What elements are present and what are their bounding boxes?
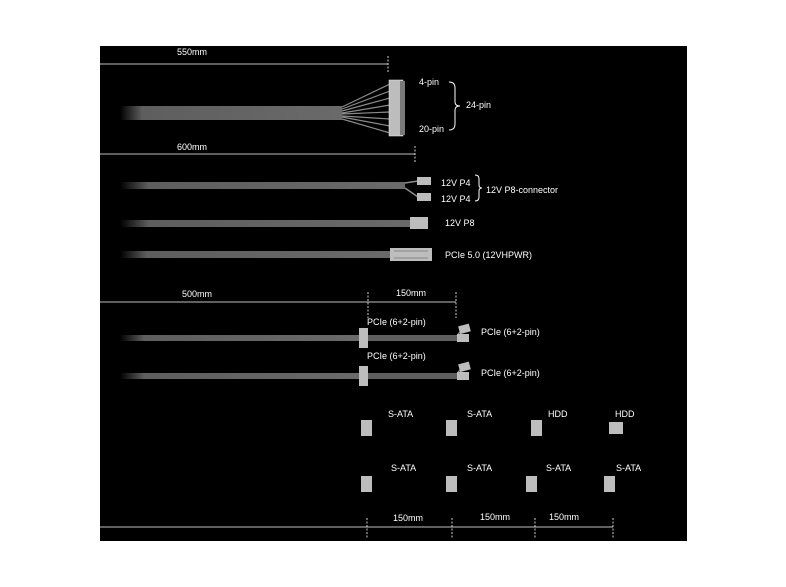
- sata2-connector-3: [526, 476, 537, 492]
- sata1-connector-4: [609, 422, 623, 434]
- sata2-connector-1: [361, 476, 372, 492]
- pcie-b-mid-connector: [359, 366, 368, 386]
- cpu-brace: [475, 175, 482, 201]
- sata1-label-1: S-ATA: [388, 409, 414, 419]
- pcie-b-end-label: PCIe (6+2-pin): [481, 368, 540, 378]
- pcie-cable-b: [120, 362, 471, 386]
- sata-dimensions: [100, 518, 613, 538]
- atx-group-label: 24-pin: [466, 100, 492, 110]
- atx-sleeve: [120, 106, 342, 120]
- sata1-label-4: HDD: [615, 409, 635, 419]
- sata1-connector-3: [531, 420, 542, 436]
- cable-diagram-panel: [100, 46, 687, 541]
- pcie-a-sleeve: [120, 335, 360, 341]
- cpu-connector-top: [417, 177, 431, 185]
- sata-dim-label-3: 150mm: [549, 512, 580, 522]
- sata2-label-1: S-ATA: [391, 463, 417, 473]
- sata1-connector-1: [361, 420, 372, 436]
- pcie5-cable: [120, 248, 432, 261]
- sata2-label-3: S-ATA: [546, 463, 572, 473]
- atx-pin-bottom-label: 20-pin: [419, 124, 445, 134]
- sata1-label-3: HDD: [548, 409, 568, 419]
- cpu-group-label: 12V P8-connector: [486, 185, 559, 195]
- sata1-label-2: S-ATA: [467, 409, 493, 419]
- sata2-label-2: S-ATA: [467, 463, 493, 473]
- pcie-b-mid-label: PCIe (6+2-pin): [367, 351, 426, 361]
- pcie-ext-dim-label: 150mm: [396, 288, 427, 298]
- pcie-a-end-connector: [458, 324, 471, 335]
- p8-cable: [120, 217, 428, 229]
- cpu-bottom-label: 12V P4: [441, 194, 471, 204]
- pcie5-connector: [390, 248, 432, 261]
- sata2-connector-4: [604, 476, 615, 492]
- cpu-top-label: 12V P4: [441, 178, 471, 188]
- atx-pin-top-label: 4-pin: [419, 77, 440, 87]
- pcie-a-end-label: PCIe (6+2-pin): [481, 327, 540, 337]
- pcie5-sleeve: [120, 251, 390, 258]
- pcie-dim-label: 500mm: [182, 289, 213, 299]
- sata-cable-2: [120, 476, 615, 492]
- cpu-sleeve: [120, 182, 405, 189]
- pcie-a-mid-connector: [359, 328, 368, 348]
- sata-dim-label-1: 150mm: [393, 513, 424, 523]
- sata2-label-4: S-ATA: [616, 463, 642, 473]
- pcie5-label: PCIe 5.0 (12VHPWR): [445, 250, 533, 260]
- pcie-b-sleeve: [120, 373, 360, 379]
- sata2-connector-2: [446, 476, 457, 492]
- sata1-connector-2: [446, 420, 457, 436]
- cpu-cable: [120, 175, 482, 201]
- p8-sleeve: [120, 220, 410, 227]
- atx-brace: [449, 82, 460, 130]
- dim-label-600: 600mm: [177, 142, 208, 152]
- p8-connector: [410, 217, 428, 229]
- cpu-connector-bottom: [417, 193, 431, 201]
- pcie-cable-a: [120, 324, 471, 348]
- pcie-a-mid-label: PCIe (6+2-pin): [367, 317, 426, 327]
- dim-label-550: 550mm: [177, 47, 208, 57]
- atx-wires: [342, 84, 390, 133]
- p8-label: 12V P8: [445, 218, 475, 228]
- atx-24pin-cable: [100, 56, 460, 162]
- sata-dim-label-2: 150mm: [480, 512, 511, 522]
- sata-cable-1: [120, 420, 623, 436]
- pcie-b-end-connector: [458, 362, 471, 373]
